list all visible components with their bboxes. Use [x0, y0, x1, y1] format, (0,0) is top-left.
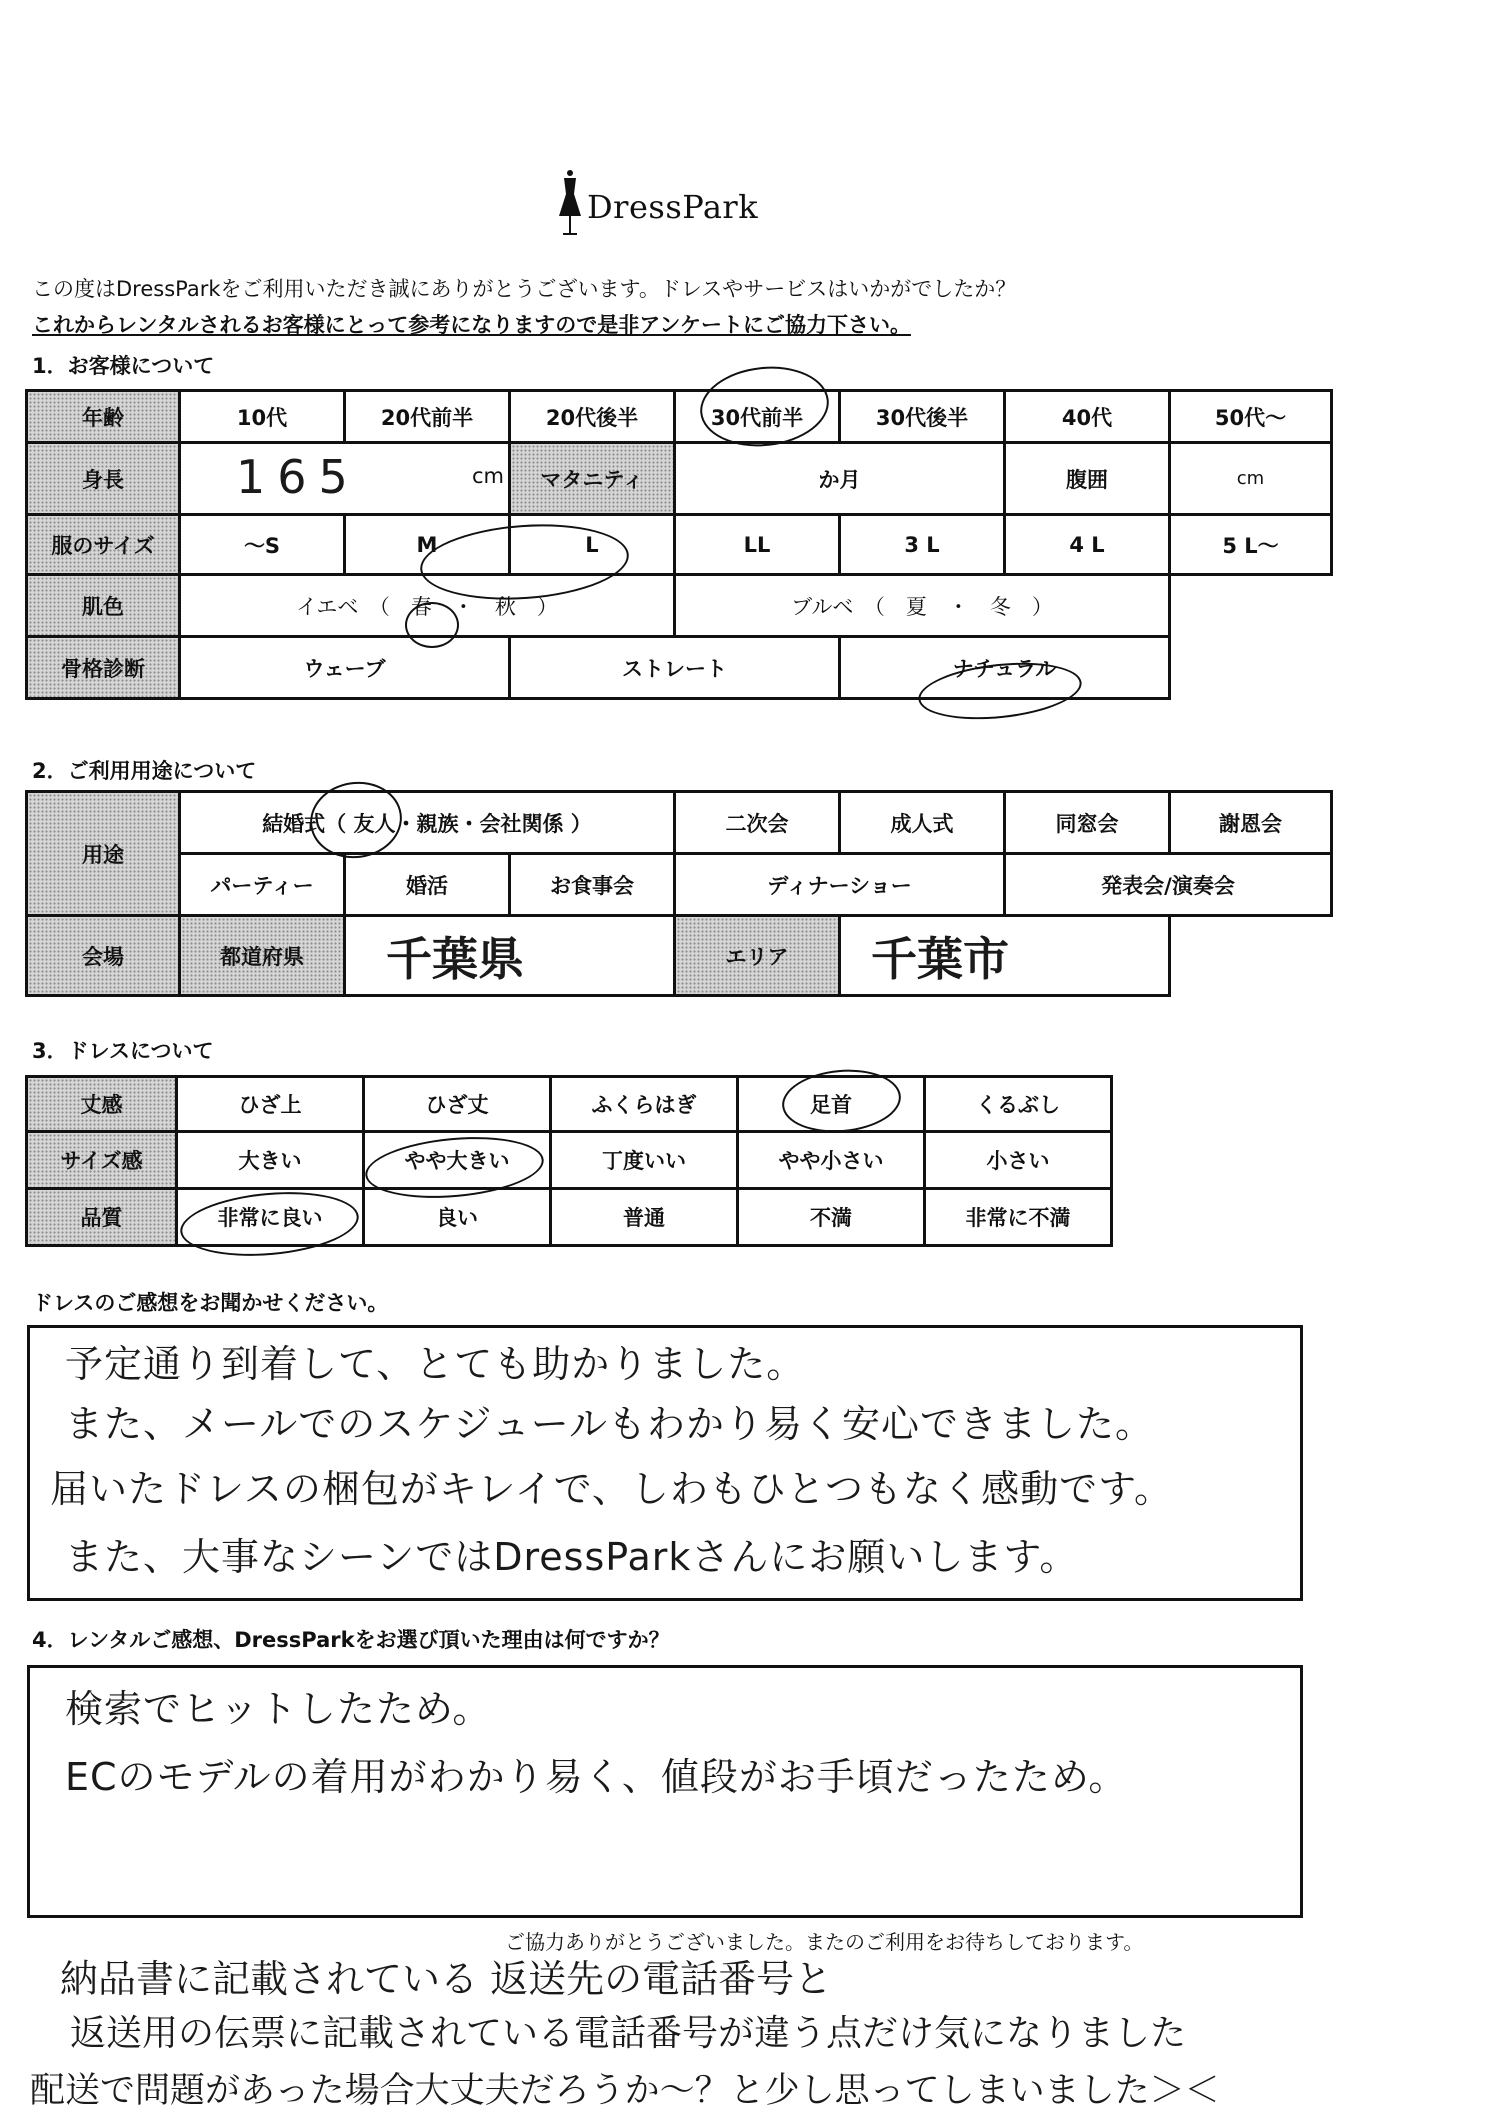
skin-label: 肌色 [27, 575, 180, 637]
section1-title: 1．お客様について [32, 354, 215, 378]
size-option-selected[interactable]: L [510, 515, 675, 575]
height-cell[interactable] [180, 443, 510, 515]
skin-blue[interactable]: ブルベ （ 夏 ・ 冬 ） [675, 575, 1170, 637]
dress-icon [555, 168, 585, 240]
size-option[interactable]: 5 L～ [1170, 515, 1332, 575]
usage-option[interactable]: 同窓会 [1005, 792, 1170, 854]
comment-line: また、メールでのスケジュールもわかり易く安心できました。 [65, 1402, 1154, 1446]
fit-option[interactable]: 小さい [925, 1132, 1112, 1189]
section3-title: 3．ドレスについて [32, 1039, 214, 1063]
venue-label: 会場 [27, 916, 180, 996]
length-row [27, 1077, 1112, 1132]
age-option[interactable]: 10代 [180, 391, 345, 443]
size-option[interactable]: LL [675, 515, 840, 575]
answer-line: 検索でヒットしたため。 [65, 1687, 492, 1731]
length-option[interactable]: くるぶし [925, 1077, 1112, 1132]
height-label: 身長 [27, 443, 180, 515]
length-option[interactable]: ひざ丈 [364, 1077, 551, 1132]
waist-unit[interactable]: cm [1170, 443, 1332, 515]
waist-label: 腹囲 [1005, 443, 1170, 515]
empty-cell [1170, 916, 1332, 996]
usage-option[interactable]: 二次会 [675, 792, 840, 854]
customer-table [25, 389, 1333, 700]
usage-option[interactable]: パーティー [180, 854, 345, 916]
height-value: 165 [236, 450, 360, 504]
height-row [27, 443, 1332, 515]
dress-table [25, 1075, 1113, 1247]
age-option[interactable]: 50代～ [1170, 391, 1332, 443]
size-option[interactable]: ～S [180, 515, 345, 575]
length-option[interactable]: ひざ上 [177, 1077, 364, 1132]
length-label: 丈感 [27, 1077, 177, 1132]
usage-row-1 [27, 792, 1332, 854]
comment-box[interactable] [27, 1325, 1303, 1601]
age-option[interactable]: 20代後半 [510, 391, 675, 443]
area-label: エリア [675, 916, 840, 996]
comment-prompt: ドレスのご感想をお聞かせください。 [32, 1291, 389, 1315]
fit-option[interactable]: 大きい [177, 1132, 364, 1189]
size-option[interactable]: 4 L [1005, 515, 1170, 575]
size-label: 服のサイズ [27, 515, 180, 575]
age-option[interactable]: 40代 [1005, 391, 1170, 443]
fit-option[interactable]: 丁度いい [551, 1132, 738, 1189]
thanks-text: ご協力ありがとうございました。またのご利用をお待ちしております。 [505, 1930, 1144, 1954]
request-text: これからレンタルされるお客様にとって参考になりますので是非アンケートにご協力下さい。 [32, 313, 911, 337]
fit-label: サイズ感 [27, 1132, 177, 1189]
usage-option[interactable]: 成人式 [840, 792, 1005, 854]
usage-option[interactable]: ディナーショー [675, 854, 1005, 916]
quality-option-selected[interactable]: 非常に良い [177, 1189, 364, 1246]
comment-line: 予定通り到着して、とても助かりました。 [65, 1342, 806, 1386]
skin-row [27, 575, 1332, 637]
pref-label: 都道府県 [180, 916, 345, 996]
venue-row [27, 916, 1332, 996]
note-line: 配送で問題があった場合大丈夫だろうか～？と少し思ってしまいました＞＜ [30, 2071, 1220, 2111]
age-option[interactable]: 20代前半 [345, 391, 510, 443]
fit-option[interactable]: やや小さい [738, 1132, 925, 1189]
note-line: 納品書に記載されている 返送先の電話番号と [60, 1957, 833, 2001]
usage-option[interactable]: 婚活 [345, 854, 510, 916]
maternity-label: マタニティ [510, 443, 675, 515]
note-line: 返送用の伝票に記載されている電話番号が違う点だけ気になりました [70, 2013, 1187, 2054]
maternity-months[interactable]: か月 [675, 443, 1005, 515]
frame-option[interactable]: ストレート [510, 637, 840, 699]
wedding-option[interactable]: 結婚式（ 友人・親族・会社関係 ） [180, 792, 675, 854]
answer-line: ECのモデルの着用がわかり易く、値段がお手頃だったため。 [65, 1755, 1128, 1799]
usage-row-2 [27, 854, 1332, 916]
brand-name: DressPark [587, 188, 759, 226]
quality-option[interactable]: 良い [364, 1189, 551, 1246]
answer-box[interactable] [27, 1665, 1303, 1918]
length-option[interactable]: ふくらはぎ [551, 1077, 738, 1132]
purpose-label: 用途 [27, 792, 180, 916]
frame-option[interactable]: ウェーブ [180, 637, 510, 699]
pref-value[interactable]: 千葉県 [345, 916, 675, 996]
empty-cell [1170, 575, 1332, 637]
frame-label: 骨格診断 [27, 637, 180, 699]
frame-row [27, 637, 1332, 699]
skin-yellow[interactable]: イエベ （ 春 ・ 秋 ） [180, 575, 675, 637]
age-option-selected[interactable]: 30代前半 [675, 391, 840, 443]
intro-text: この度はDressParkをご利用いただき誠にありがとうございます。ドレスやサービスはいかがでしたか？ [32, 277, 1017, 301]
section2-title: 2．ご利用用途について [32, 759, 257, 783]
size-option-selected[interactable]: M [345, 515, 510, 575]
area-value[interactable]: 千葉市 [840, 916, 1170, 996]
fit-option-selected[interactable]: やや大きい [364, 1132, 551, 1189]
frame-option-selected[interactable]: ナチュラル [840, 637, 1170, 699]
size-row [27, 515, 1332, 575]
usage-option[interactable]: 謝恩会 [1170, 792, 1332, 854]
age-label: 年齢 [27, 391, 180, 443]
quality-option[interactable]: 不満 [738, 1189, 925, 1246]
usage-table [25, 790, 1333, 997]
section4-title: 4．レンタルご感想、DressParkをお選び頂いた理由は何ですか？ [32, 1628, 670, 1652]
comment-line: また、大事なシーンではDressParkさんにお願いします。 [65, 1535, 1079, 1579]
quality-row [27, 1189, 1112, 1246]
age-row [27, 391, 1332, 443]
fit-row [27, 1132, 1112, 1189]
age-option[interactable]: 30代後半 [840, 391, 1005, 443]
quality-option[interactable]: 普通 [551, 1189, 738, 1246]
height-unit: cm [471, 464, 504, 488]
length-option-selected[interactable]: 足首 [738, 1077, 925, 1132]
size-option[interactable]: 3 L [840, 515, 1005, 575]
usage-option[interactable]: お食事会 [510, 854, 675, 916]
brand-logo [555, 168, 795, 240]
quality-label: 品質 [27, 1189, 177, 1246]
quality-option[interactable]: 非常に不満 [925, 1189, 1112, 1246]
comment-line: 届いたドレスの梱包がキレイで、しわもひとつもなく感動です。 [50, 1467, 1174, 1511]
usage-option[interactable]: 発表会/演奏会 [1005, 854, 1332, 916]
empty-cell [1170, 637, 1332, 699]
